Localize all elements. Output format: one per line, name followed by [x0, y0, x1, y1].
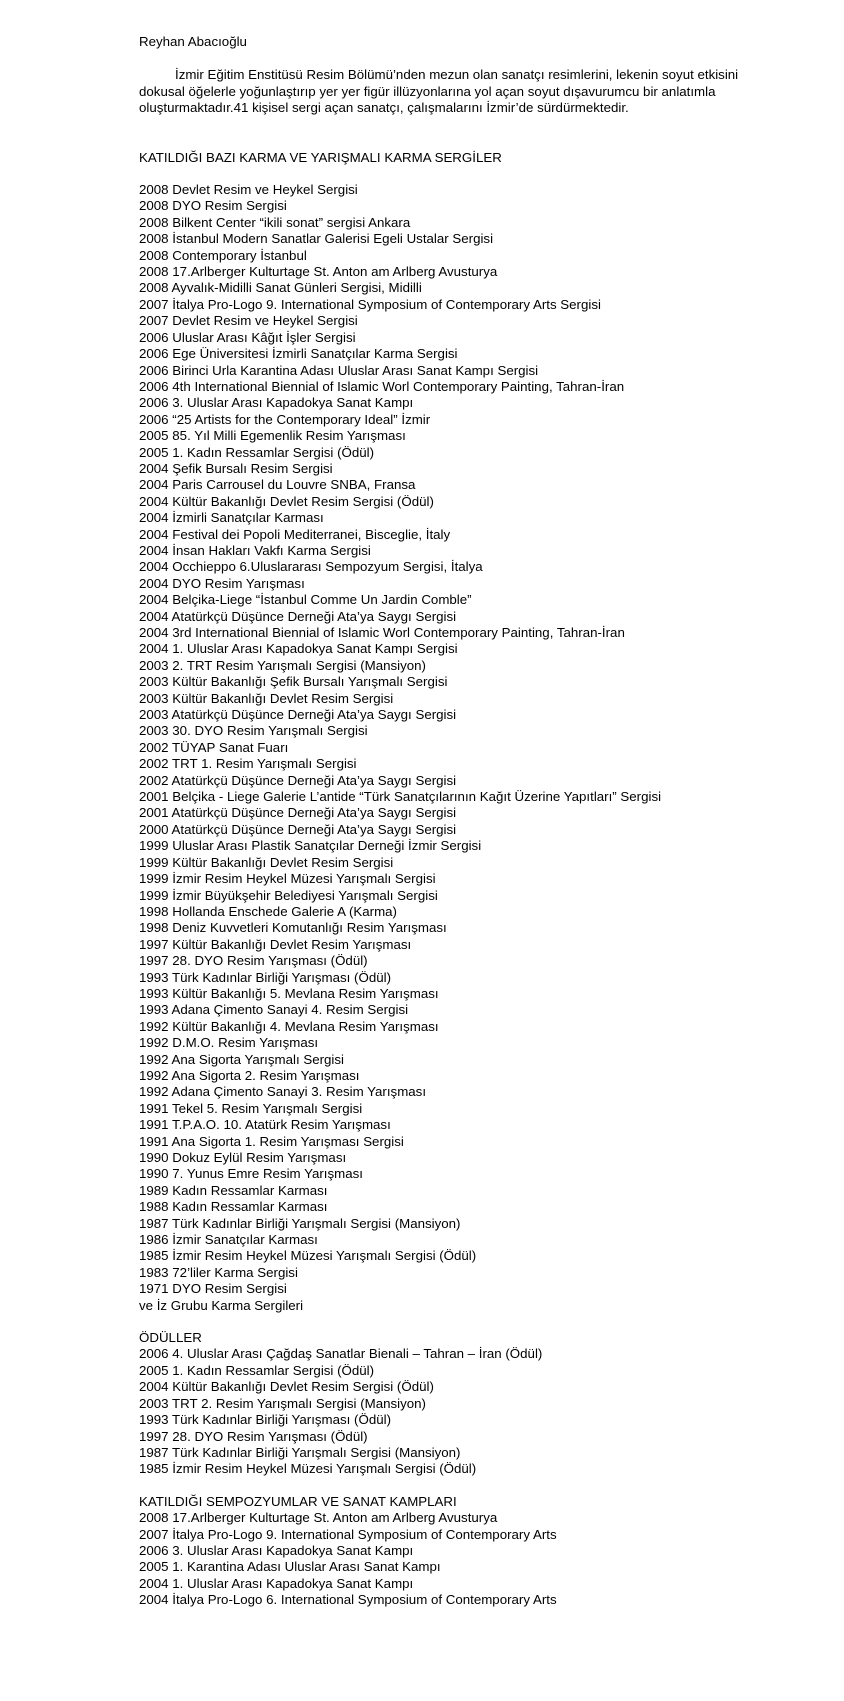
list-item: 2006 3. Uluslar Arası Kapadokya Sanat Kampı — [139, 1542, 414, 1558]
list-item: 2004 Şefik Bursalı Resim Sergisi — [139, 460, 333, 476]
list-item: 1992 Ana Sigorta Yarışmalı Sergisi — [139, 1051, 344, 1067]
list-item: 2004 Paris Carrousel du Louvre SNBA, Fransa — [139, 477, 416, 493]
list-item: 2006 4th International Biennial of Islamic Worl Contemporary Painting, Tahran-İran — [139, 378, 625, 394]
list-item: 1992 Kültür Bakanlığı 4. Mevlana Resim Yarışması — [139, 1018, 439, 1034]
list-item: 2006 3. Uluslar Arası Kapadokya Sanat Kampı — [139, 395, 414, 411]
list-item: 2005 1. Karantina Adası Uluslar Arası Sanat Kampı — [139, 1559, 441, 1575]
list-item: 1999 Kültür Bakanlığı Devlet Resim Sergisi — [139, 854, 394, 870]
list-item: 2002 TÜYAP Sanat Fuarı — [139, 739, 289, 755]
section-heading-symposiums: KATILDIĞI SEMPOZYUMLAR VE SANAT KAMPLARI — [139, 1493, 457, 1509]
list-item: 1971 DYO Resim Sergisi — [139, 1281, 287, 1297]
list-item: 2005 1. Kadın Ressamlar Sergisi (Ödül) — [139, 1362, 375, 1378]
list-item: 1992 Adana Çimento Sanayi 3. Resim Yarışması — [139, 1084, 427, 1100]
list-item: 2001 Atatürkçü Düşünce Derneği Ata’ya Saygı Sergisi — [139, 805, 457, 821]
spacer — [139, 1314, 769, 1330]
list-item: 2001 Belçika - Liege Galerie L’antide “Türk Sanatçılarının Kağıt Üzerine Yapıtları” Sergisi — [139, 789, 662, 805]
exhibitions-list — [139, 182, 769, 1314]
list-item: 2008 Devlet Resim ve Heykel Sergisi — [139, 182, 358, 198]
list-item: 2004 Festival dei Popoli Mediterranei, Bisceglie, İtaly — [139, 526, 451, 542]
list-item: 2004 Atatürkçü Düşünce Derneği Ata’ya Saygı Sergisi — [139, 608, 457, 624]
list-item: 2008 Bilkent Center “ikili sonat” sergisi Ankara — [139, 214, 411, 230]
list-item: 2006 Uluslar Arası Kâğıt İşler Sergisi — [139, 329, 356, 345]
list-item: 1991 Tekel 5. Resim Yarışmalı Sergisi — [139, 1100, 363, 1116]
list-item: 2004 1. Uluslar Arası Kapadokya Sanat Kampı Sergisi — [139, 641, 458, 657]
list-item: ve İz Grubu Karma Sergileri — [139, 1297, 304, 1313]
list-item: 1993 Kültür Bakanlığı 5. Mevlana Resim Yarışması — [139, 985, 439, 1001]
awards-list — [139, 1346, 769, 1477]
list-item: 2003 TRT 2. Resim Yarışmalı Sergisi (Mansiyon) — [139, 1395, 426, 1411]
list-item: 2004 Kültür Bakanlığı Devlet Resim Sergisi (Ödül) — [139, 1379, 434, 1395]
list-item: 1986 İzmir Sanatçılar Karması — [139, 1232, 318, 1248]
list-item: 2008 DYO Resim Sergisi — [139, 198, 287, 214]
list-item: 1985 İzmir Resim Heykel Müzesi Yarışmalı Sergisi (Ödül) — [139, 1248, 477, 1264]
list-item: 2004 3rd International Biennial of Islamic Worl Contemporary Painting, Tahran-İran — [139, 625, 625, 640]
list-item: 2003 30. DYO Resim Yarışmalı Sergisi — [139, 723, 368, 739]
list-item: 2006 Ege Üniversitesi İzmirli Sanatçılar Karma Sergisi — [139, 346, 458, 362]
list-item: 2002 Atatürkçü Düşünce Derneği Ata’ya Saygı Sergisi — [139, 772, 457, 788]
list-item: 1987 Türk Kadınlar Birliği Yarışmalı Sergisi (Mansiyon) — [139, 1215, 461, 1231]
list-item: 2008 Ayvalık-Midilli Sanat Günleri Sergisi, Midilli — [139, 280, 422, 296]
list-item: 1997 28. DYO Resim Yarışması (Ödül) — [139, 1428, 368, 1444]
document-page — [139, 34, 769, 1609]
bio-paragraph: İzmir Eğitim Enstitüsü Resim Bölümü’nden mezun olan sanatçı resimlerini, lekenin soyut etkisini dokusal öğelerle yoğunlaştırıp yer yer figür illüzyonlarına yol açan soyut dışavurumcu bir anlatımla oluşturmaktadır.41 kişisel sergi açan sanatçı, çalışmalarını İzmir’de sürdürmektedir. — [139, 67, 739, 116]
list-item: 1991 T.P.A.O. 10. Atatürk Resim Yarışması — [139, 1117, 391, 1133]
list-item: 2004 Occhieppo 6.Uluslararası Sempozyum Sergisi, İtalya — [139, 559, 483, 575]
list-item: 2005 1. Kadın Ressamlar Sergisi (Ödül) — [139, 444, 375, 460]
list-item: 1992 D.M.O. Resim Yarışması — [139, 1035, 319, 1051]
list-item: 2003 2. TRT Resim Yarışmalı Sergisi (Mansiyon) — [139, 657, 426, 673]
list-item: 1997 Kültür Bakanlığı Devlet Resim Yarışması — [139, 936, 412, 952]
list-item: 2004 Kültür Bakanlığı Devlet Resim Sergisi (Ödül) — [139, 493, 434, 509]
spacer — [139, 1478, 769, 1494]
symposiums-list — [139, 1510, 769, 1608]
list-item: 2004 İnsan Hakları Vakfı Karma Sergisi — [139, 542, 371, 558]
list-item: 2008 17.Arlberger Kulturtage St. Anton am Arlberg Avusturya — [139, 1510, 498, 1526]
list-item: 2008 İstanbul Modern Sanatlar Galerisi Egeli Ustalar Sergisi — [139, 231, 494, 247]
list-item: 1992 Ana Sigorta 2. Resim Yarışması — [139, 1067, 360, 1083]
list-item: 2004 DYO Resim Yarışması — [139, 575, 305, 591]
list-item: 1990 Dokuz Eylül Resim Yarışması — [139, 1150, 347, 1165]
list-item: 2005 85. Yıl Milli Egemenlik Resim Yarışması — [139, 428, 406, 444]
list-item: 1999 İzmir Büyükşehir Belediyesi Yarışmalı Sergisi — [139, 887, 438, 903]
list-item: 2006 Birinci Urla Karantina Adası Uluslar Arası Sanat Kampı Sergisi — [139, 362, 539, 378]
author-name: Reyhan Abacıoğlu — [139, 34, 247, 49]
list-item: 1987 Türk Kadınlar Birliği Yarışmalı Sergisi (Mansiyon) — [139, 1444, 461, 1460]
list-item: 2004 İzmirli Sanatçılar Karması — [139, 510, 324, 526]
list-item: 1999 İzmir Resim Heykel Müzesi Yarışmalı Sergisi — [139, 871, 436, 887]
list-item: 1993 Türk Kadınlar Birliği Yarışması (Ödül) — [139, 969, 392, 985]
list-item: 2003 Kültür Bakanlığı Devlet Resim Sergisi — [139, 690, 394, 706]
list-item: 1983 72’liler Karma Sergisi — [139, 1264, 298, 1280]
list-item: 1991 Ana Sigorta 1. Resim Yarışması Sergisi — [139, 1133, 404, 1149]
section-heading-awards: ÖDÜLLER — [139, 1330, 202, 1346]
list-item: 1998 Hollanda Enschede Galerie A (Karma) — [139, 903, 397, 919]
list-item: 1997 28. DYO Resim Yarışması (Ödül) — [139, 953, 368, 969]
list-item: 2006 4. Uluslar Arası Çağdaş Sanatlar Bienali – Tahran – İran (Ödül) — [139, 1346, 543, 1362]
list-item: 1989 Kadın Ressamlar Karması — [139, 1182, 328, 1198]
spacer — [139, 117, 769, 150]
list-item: 2007 Devlet Resim ve Heykel Sergisi — [139, 313, 358, 329]
list-item: 2004 Belçika-Liege “İstanbul Comme Un Jardin Comble” — [139, 592, 472, 608]
list-item: 2000 Atatürkçü Düşünce Derneği Ata’ya Saygı Sergisi — [139, 821, 457, 837]
list-item: 1990 7. Yunus Emre Resim Yarışması — [139, 1166, 363, 1182]
list-item: 2007 İtalya Pro-Logo 9. International Symposium of Contemporary Arts — [139, 1526, 557, 1542]
list-item: 1993 Türk Kadınlar Birliği Yarışması (Ödül) — [139, 1412, 392, 1428]
list-item: 1988 Kadın Ressamlar Karması — [139, 1199, 328, 1215]
list-item: 2004 İtalya Pro-Logo 6. International Symposium of Contemporary Arts — [139, 1592, 557, 1608]
list-item: 2008 Contemporary İstanbul — [139, 247, 307, 263]
list-item: 2002 TRT 1. Resim Yarışmalı Sergisi — [139, 756, 357, 772]
list-item: 1999 Uluslar Arası Plastik Sanatçılar Derneği İzmir Sergisi — [139, 838, 482, 854]
list-item: 2003 Atatürkçü Düşünce Derneği Ata’ya Saygı Sergisi — [139, 707, 457, 723]
spacer — [139, 166, 769, 182]
list-item: 2006 “25 Artists for the Contemporary Ideal” İzmir — [139, 411, 431, 427]
list-item: 2007 İtalya Pro-Logo 9. International Symposium of Contemporary Arts Sergisi — [139, 296, 601, 312]
list-item: 2004 1. Uluslar Arası Kapadokya Sanat Kampı — [139, 1575, 414, 1591]
section-heading-exhibitions: KATILDIĞI BAZI KARMA VE YARIŞMALI KARMA SERGİLER — [139, 149, 502, 165]
list-item: 1993 Adana Çimento Sanayi 4. Resim Sergisi — [139, 1002, 409, 1018]
list-item: 1998 Deniz Kuvvetleri Komutanlığı Resim Yarışması — [139, 920, 447, 936]
list-item: 2003 Kültür Bakanlığı Şefik Bursalı Yarışmalı Sergisi — [139, 674, 448, 690]
list-item: 2008 17.Arlberger Kulturtage St. Anton am Arlberg Avusturya — [139, 264, 498, 280]
list-item: 1985 İzmir Resim Heykel Müzesi Yarışmalı Sergisi (Ödül) — [139, 1461, 477, 1477]
